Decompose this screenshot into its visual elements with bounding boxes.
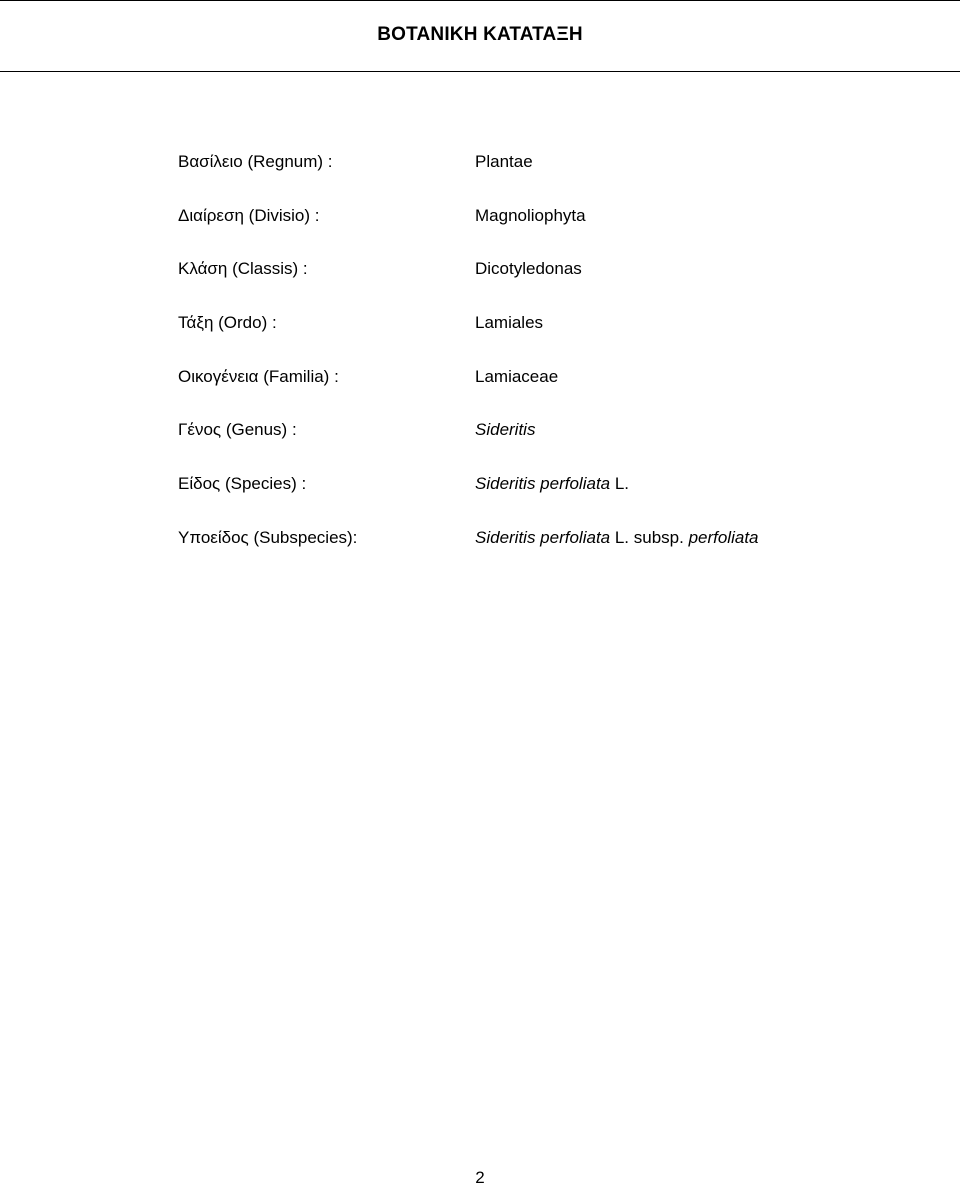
- value-regnum: Plantae: [475, 152, 533, 171]
- label-familia: Οικογένεια (Familia) :: [178, 367, 339, 386]
- row-ordo: [0, 313, 960, 337]
- value-subspecies-italic: Sideritis perfoliata: [475, 528, 611, 547]
- page-header: [0, 0, 960, 72]
- page-title: ΒΟΤΑΝΙΚΗ ΚΑΤΑΤΑΞΗ: [377, 24, 583, 45]
- row-species: [0, 474, 960, 498]
- label-classis: Κλάση (Classis) :: [178, 259, 308, 278]
- value-divisio: Magnoliophyta: [475, 206, 586, 225]
- row-genus: [0, 420, 960, 444]
- top-rule: [0, 0, 960, 1]
- value-subspecies-middle: L. subsp.: [610, 528, 689, 547]
- label-ordo: Τάξη (Ordo) :: [178, 313, 277, 332]
- value-species-rest: L.: [610, 474, 630, 493]
- label-subspecies: Υποείδος (Subspecies):: [178, 528, 358, 547]
- row-divisio: [0, 206, 960, 230]
- label-divisio: Διαίρεση (Divisio) :: [178, 206, 320, 225]
- value-classis: Dicotyledonas: [475, 259, 582, 278]
- row-familia: [0, 367, 960, 391]
- value-species: [475, 474, 629, 494]
- label-species: Είδος (Species) :: [178, 474, 307, 493]
- page-number: 2: [475, 1168, 485, 1187]
- value-subspecies-italic2: perfoliata: [688, 528, 759, 547]
- value-familia: Lamiaceae: [475, 367, 559, 386]
- label-regnum: Βασίλειο (Regnum) :: [178, 152, 333, 171]
- value-genus: Sideritis: [475, 420, 536, 439]
- value-species-italic: Sideritis perfoliata: [475, 474, 611, 493]
- value-ordo: Lamiales: [475, 313, 544, 332]
- label-genus: Γένος (Genus) :: [178, 420, 297, 439]
- row-subspecies: [0, 528, 960, 552]
- row-regnum: [0, 152, 960, 176]
- value-subspecies: [475, 528, 759, 548]
- row-classis: [0, 259, 960, 283]
